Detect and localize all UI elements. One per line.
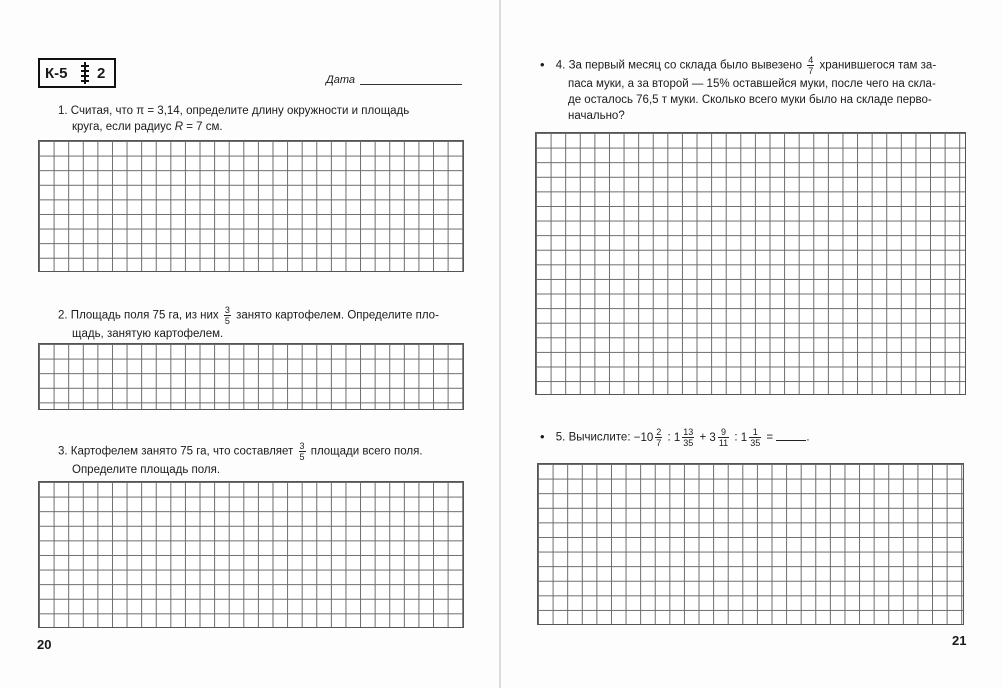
task-3-fraction [299,441,306,462]
task-5-term-1-den: 7 [656,438,662,448]
task-5-number: 5. [555,431,566,444]
task-4-number: 4. [555,59,566,72]
task-3-answer-grid[interactable] [38,481,464,628]
task-2-text-a: Площадь поля 75 га, из них [70,309,219,322]
book-spine [499,0,501,688]
task-2 [58,305,478,342]
task-5 [540,427,965,448]
task-1 [58,103,468,135]
task-3-number: 3. [58,445,68,458]
left-page-number: 20 [37,637,52,652]
task-5-term-3-den: 11 [718,438,729,448]
task-4-line-2: паса муки, а за второй — 15% оставшейся муки, после чего на скла- [568,78,936,90]
task-5-term-1-whole: −10 [633,431,654,444]
task-2-line-1 [58,305,478,326]
task-3-text-b: площади всего поля. [310,445,423,458]
task-1-answer-grid[interactable] [38,140,464,272]
task-5-term-4-whole: 1 [740,431,748,444]
task-5-term-2-whole: 1 [673,431,681,444]
task-5-term-2-den: 35 [683,438,694,448]
task-4-line-1 [540,55,965,76]
task-1-line-2 [58,119,468,135]
task-1-variable: R [174,121,184,133]
task-2-number: 2. [58,309,68,322]
task-5-operator-3: : [734,431,738,444]
spiral-divider-icon [80,60,90,86]
test-code: К-5 [45,65,68,82]
right-page-number: 21 [952,633,967,648]
task-5-label: Вычислите: [568,431,631,444]
task-4-frac-den: 7 [808,66,814,76]
task-5-bullet: • [540,428,545,444]
task-3-line-1 [58,441,478,462]
task-5-term-4 [740,427,763,448]
task-3-frac-den: 5 [299,452,305,462]
task-2-frac-den: 5 [224,316,230,326]
task-2-line-2: щадь, занятую картофелем. [72,328,224,340]
task-5-term-2 [673,427,696,448]
date-field[interactable] [360,84,462,85]
task-2-answer-grid[interactable] [38,343,464,410]
task-4-bullet: • [540,56,545,72]
task-5-answer-blank[interactable] [776,430,806,441]
task-4-text-a: За первый месяц со склада было вывезено [568,59,803,72]
task-5-term-1-num: 2 [656,427,662,437]
task-5-equals: = [766,431,774,444]
task-5-term-2-num: 13 [683,427,694,437]
task-2-text-b: занято картофелем. Определите пло- [236,309,439,322]
test-variant-box [38,58,116,88]
task-5-term-3-whole: 3 [709,431,716,444]
task-1-text-2b: = 7 см. [183,121,223,133]
task-3-text-a: Картофелем занято 75 га, что составляет [70,445,294,458]
task-4-frac-num: 4 [808,55,814,65]
task-2-frac-num: 3 [224,305,230,315]
task-3-frac-num: 3 [299,441,305,451]
task-5-term-1 [633,427,665,448]
task-5-operator-2: + [699,431,707,444]
task-5-end-period: . [806,431,810,444]
task-4 [540,55,965,124]
task-4-answer-grid[interactable] [535,132,966,395]
task-1-text-1: Считая, что π = 3,14, определите длину окружности и площадь [70,105,410,117]
task-4-fraction [807,55,814,76]
task-5-term-4-den: 35 [750,438,761,448]
task-3-line-2: Определите площадь поля. [72,464,221,476]
task-4-text-b: хранившегося там за- [819,59,937,72]
task-3 [58,441,478,478]
date-label: Дата [326,74,356,86]
task-1-line-1 [58,103,468,119]
task-1-text-2a: круга, если радиус [72,121,175,133]
task-5-term-4-num: 1 [749,427,761,438]
variant-number: 2 [97,65,106,82]
task-5-operator-1: : [667,431,671,444]
task-5-term-3 [709,427,731,448]
task-5-answer-grid[interactable] [537,463,964,625]
task-1-number: 1. [58,105,68,117]
task-4-line-4: начально? [568,110,625,122]
task-2-fraction [224,305,231,326]
task-4-line-3: де осталось 76,5 т муки. Сколько всего муки было на складе перво- [568,94,932,106]
task-5-term-3-num: 9 [718,427,729,438]
